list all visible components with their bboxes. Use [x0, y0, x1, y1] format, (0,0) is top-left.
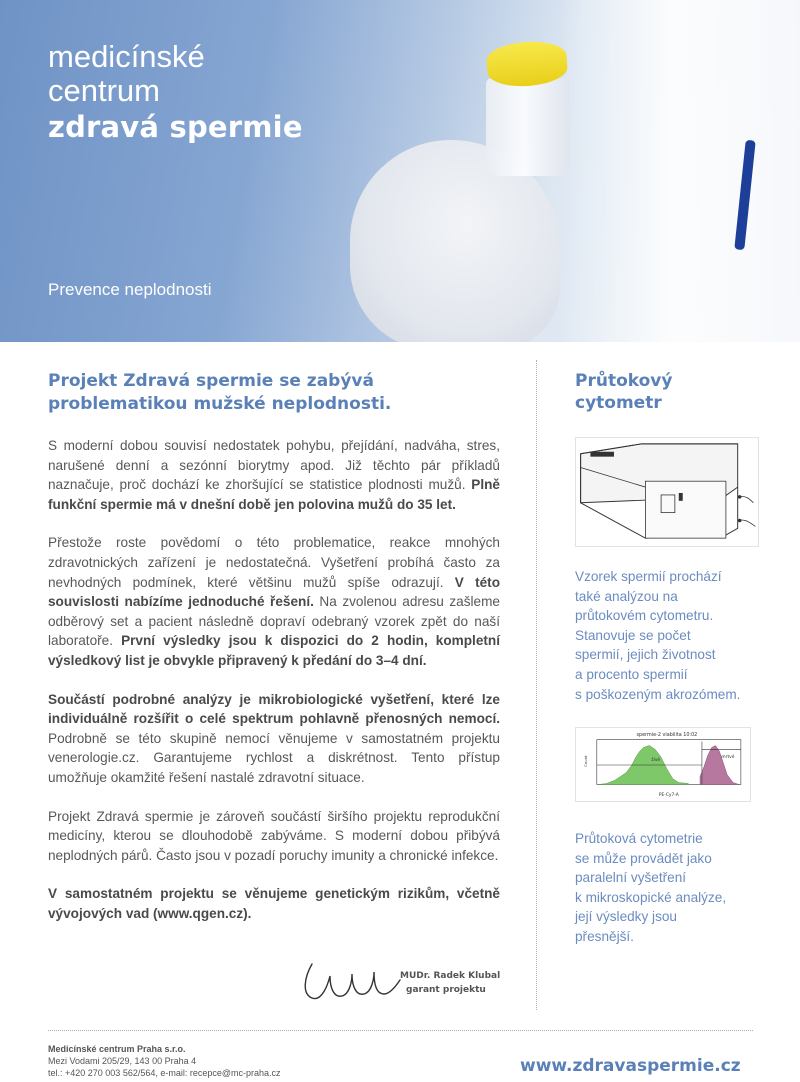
sidebar-heading-line2: cytometr: [575, 393, 662, 413]
viability-histogram: [575, 727, 751, 802]
sidebar-text-1-line: spermií, jejich životnost: [575, 647, 716, 663]
paragraph-2-text-a: Přestože roste povědomí o této problematice, reakce mnohých zdravotnických zařízení je nedostatečná. Vyšetření probíhá často za nevhodných podmínek, které většinu mužů spíše odrazují.: [48, 535, 500, 590]
sidebar-text-1-line: průtokovém cytometru.: [575, 608, 714, 624]
paragraph-1-bold: Plně funkční spermie má v dnešní době jen polovina mužů do 35 let.: [48, 477, 500, 512]
sidebar-text-2-line: k mikroskopické analýze,: [575, 889, 727, 905]
paragraph-2-bold-b: V této souvislosti nabízíme jednoduché řešení.: [48, 574, 500, 610]
paragraph-3-bold: Součástí podrobné analýzy je mikrobiologické vyšetření, které lze individuálně rozšířit o celé spektrum pohlavně přenosných nemocí.: [48, 691, 500, 727]
footer-contact: [48, 1043, 281, 1079]
hero-title: [48, 40, 303, 146]
paragraph-1-text: S moderní dobou souvisí nedostatek pohybu, přejídání, nadváha, stres, narušené denní a sezónní biorytmy apod. Již těchto pár příkladů naznačuje, proč dochází ke zhoršující se statistice plodnosti mužů.: [48, 438, 500, 493]
sidebar-text-1-line: s poškozeným akrozómem.: [575, 686, 741, 702]
footer-divider: [48, 1030, 753, 1031]
flow-cytometer-illustration: [575, 437, 759, 547]
paragraph-3: [48, 690, 500, 788]
footer-website-link[interactable]: www.zdravaspermie.cz: [520, 1056, 741, 1076]
histogram-title: spermie-2 viabilita 10:02: [636, 731, 698, 738]
column-divider: [536, 360, 537, 1010]
paragraph-2-text-c: Na zvolenou adresu zašleme odběrový set a pacient následně dopraví odebraný vzorek zpět do naší laboratoře.: [48, 594, 500, 649]
sidebar-text-2-line: Průtoková cytometrie: [575, 831, 703, 846]
sidebar-text-2-line: její výsledky jsou: [575, 909, 677, 925]
histogram-y-label: Count: [583, 755, 589, 767]
histogram-x-label: PE-Cy7-A: [658, 793, 679, 799]
histogram-dead-label: mrtvé: [721, 755, 735, 761]
sidebar-text-2-line: se může provádět jako: [575, 850, 712, 866]
hero-banner: [0, 0, 800, 342]
sidebar-text-1-line: také analýzou na: [575, 588, 678, 604]
paragraph-2: [48, 533, 500, 670]
hero-title-line3: zdravá spermie: [48, 110, 303, 144]
hero-title-line1: medicínské: [48, 39, 205, 74]
sidebar-text-1-line: Vzorek spermií prochází: [575, 569, 722, 584]
hero-title-line2: centrum: [48, 73, 160, 108]
paragraph-2-bold-d: První výsledky jsou k dispozici do 2 hodin, kompletní výsledkový list je obvykle připravený k předání do 3–4 dní.: [48, 633, 501, 668]
paragraph-4: Projekt Zdravá spermie je zároveň součástí širšího projektu reprodukční medicíny, kterou se dlouhodobě zabýváme. S moderní dobou přibývá neplodných párů. Často jsou v pozadí poruchy imunity a chronické infekce.: [48, 808, 500, 863]
paragraph-1: [48, 436, 500, 514]
signature-role: garant projektu: [406, 985, 486, 995]
sidebar-text-1-line: Stanovuje se počet: [575, 627, 691, 643]
main-heading: Projekt Zdravá spermie se zabývá problematikou mužské neplodnosti.: [48, 371, 392, 414]
sidebar-heading-line1: Průtokový: [575, 371, 673, 391]
hero-subtitle: Prevence neplodnosti: [48, 280, 212, 299]
footer-contact-line: tel.: +420 270 003 562/564, e-mail: recepce@mc-praha.cz: [48, 1068, 281, 1078]
sidebar-text-1-line: a procento spermií: [575, 666, 688, 682]
histogram-live-label: živé: [651, 758, 661, 764]
footer-company: Medicínské centrum Praha s.r.o.: [48, 1044, 186, 1054]
sidebar-text-2-line: přesnější.: [575, 928, 634, 944]
sidebar-heading: [575, 370, 765, 414]
signature-name: MUDr. Radek Klubal: [400, 971, 501, 981]
sidebar-heading-block: [575, 370, 765, 414]
footer-address: Mezi Vodami 205/29, 143 00 Praha 4: [48, 1056, 197, 1066]
hero-photo-coat: [560, 0, 800, 342]
paragraph-3-text: Podrobně se této skupině nemocí věnujeme v samostatném projektu venerologie.cz. Garantujeme rychlost a diskrétnost. Tento přístup umožňuje okamžité řešení nastalé zdravotní situace.: [48, 730, 500, 785]
hero-photo-sample-jar: [486, 78, 570, 176]
main-column: [48, 370, 500, 942]
paragraph-5: V samostatném projektu se věnujeme genetickým rizikům, včetně vývojových vad (www.qgen.cz).: [48, 886, 500, 921]
signature-caption: [400, 969, 500, 997]
sidebar-text-2-line: paralelní vyšetření: [575, 870, 687, 886]
sidebar-text-2: [575, 829, 765, 947]
sidebar-text-1: [575, 567, 765, 704]
